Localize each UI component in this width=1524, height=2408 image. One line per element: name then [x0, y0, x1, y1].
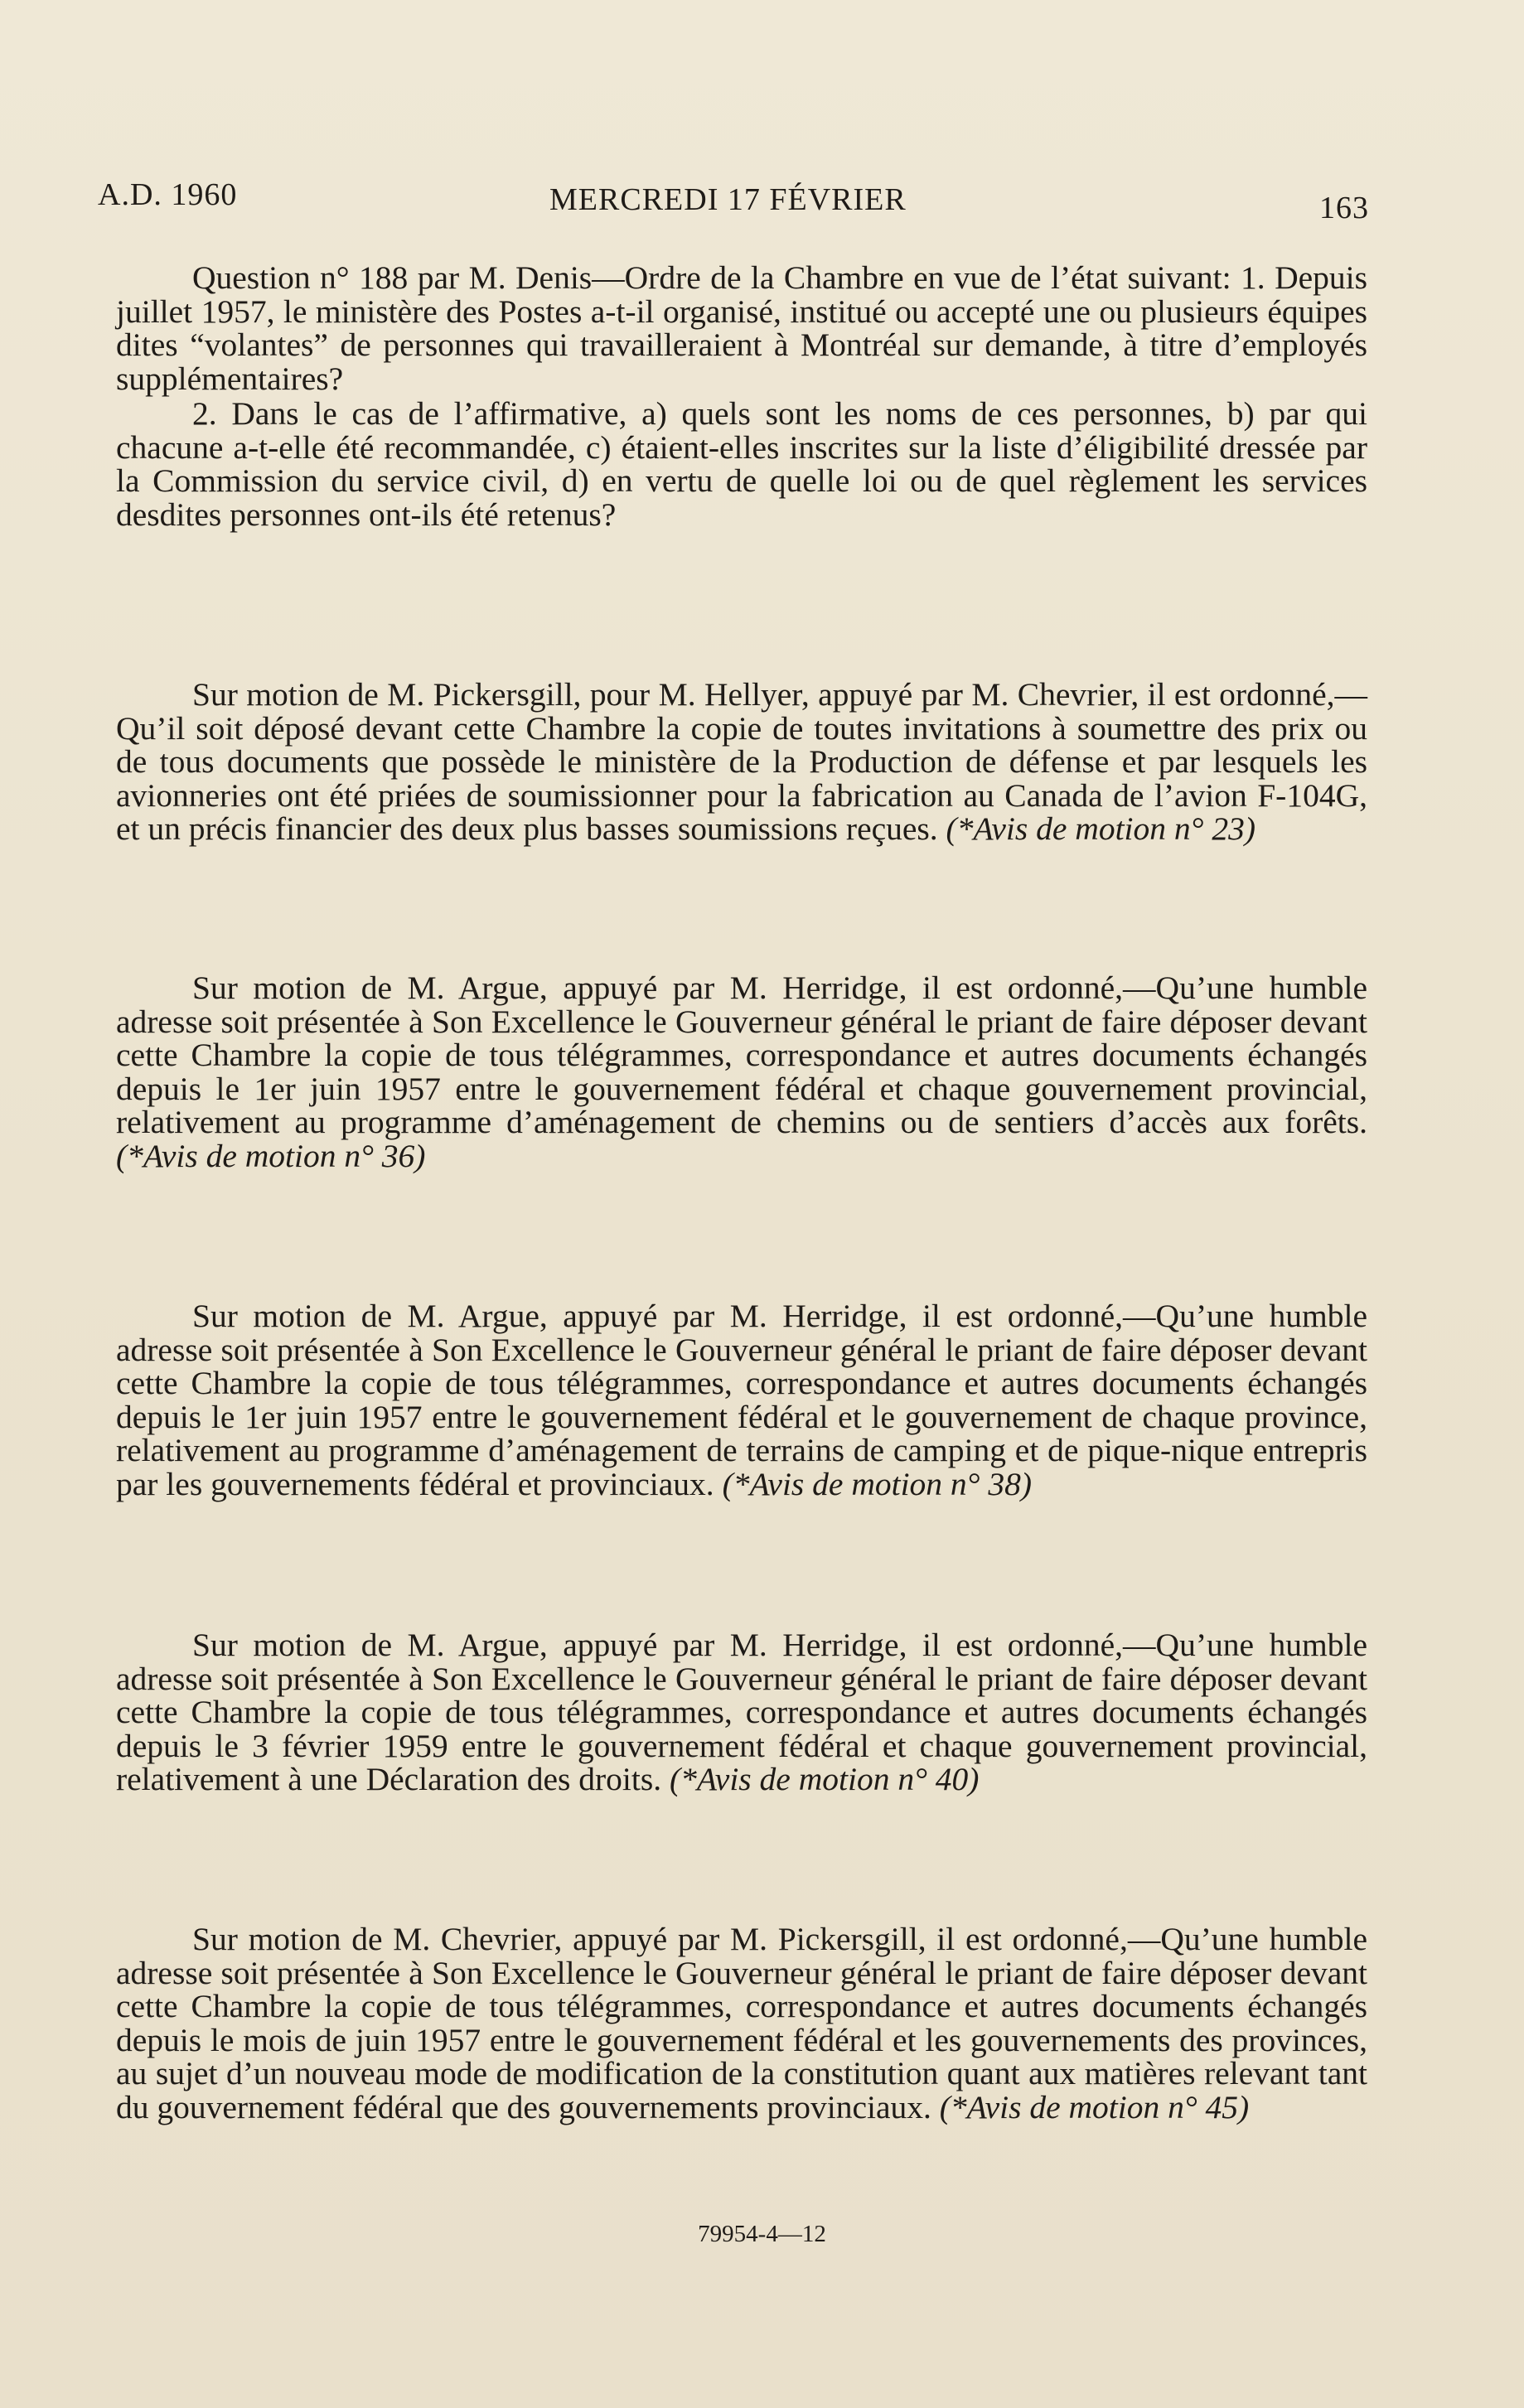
question-188-part-1: Question n° 188 par M. Denis—Ordre de la Chambre en vue de l’état suivant: 1. Depuis juillet 1957, le ministère des Postes a-t-il organisé, institué ou accepté une ou plusieurs équipes dites “volantes” de personnes qui travailleraient à Montréal sur demande, à titre d’employés supplémentaires?	[116, 259, 1367, 397]
motion-pickersgill-paragraph	[116, 678, 1367, 846]
motion-text: Sur motion de M. Argue, appuyé par M. Herridge, il est ordonné,—Qu’une humble adresse soit présentée à Son Excellence le Gouverneur général le priant de faire déposer devant cette Chambre la copie de tous télégrammes, correspondance et autres documents échangés depuis le 1er juin 1957 entre le gouvernement fédéral et le gouvernement de chaque province, relativement au programme d’aménagement de terrains de camping et de pique-nique entrepris par les gouvernements fédéral et provinciaux.	[116, 1298, 1367, 1502]
motion-argue-38-paragraph	[116, 1299, 1367, 1501]
motion-reference: (*Avis de motion n° 36)	[116, 1137, 426, 1174]
question-188-paragraph	[116, 261, 1367, 531]
motion-text: Sur motion de M. Chevrier, appuyé par M. Pickersgill, il est ordonné,—Qu’une humble adresse soit présentée à Son Excellence le Gouverneur général le priant de faire déposer devant cette Chambre la copie de tous télégrammes, correspondance et autres documents échangés depuis le mois de juin 1957 entre le gouvernement fédéral et les gouvernements des provinces, au sujet d’un nouveau mode de modification de la constitution quant aux matières relevant tant du gouvernement fédéral que des gouvernements provinciaux.	[116, 1921, 1367, 2125]
motion-text: Sur motion de M. Argue, appuyé par M. Herridge, il est ordonné,—Qu’une humble adresse soit présentée à Son Excellence le Gouverneur général le priant de faire déposer devant cette Chambre la copie de tous télégrammes, correspondance et autres documents échangés depuis le 3 février 1959 entre le gouvernement fédéral et chaque gouvernement provincial, relativement à une Déclaration des droits.	[116, 1627, 1367, 1797]
motion-reference: (*Avis de motion n° 23)	[946, 810, 1255, 847]
header-year: A.D. 1960	[98, 177, 238, 212]
motion-argue-40-paragraph	[116, 1628, 1367, 1796]
motion-text: Sur motion de M. Argue, appuyé par M. Herridge, il est ordonné,—Qu’une humble adresse soit présentée à Son Excellence le Gouverneur général le priant de faire déposer devant cette Chambre la copie de tous télégrammes, correspondance et autres documents échangés depuis le 1er juin 1957 entre le gouvernement fédéral et chaque gouvernement provincial, relativement au programme d’aménagement de chemins ou de sentiers d’accès aux forêts.	[116, 969, 1367, 1140]
motion-argue-36-paragraph	[116, 971, 1367, 1173]
page-header	[98, 170, 1369, 225]
motion-chevrier-45-paragraph	[116, 1922, 1367, 2124]
motion-reference: (*Avis de motion n° 38)	[722, 1465, 1032, 1502]
motion-text: Sur motion de M. Pickersgill, pour M. Hellyer, appuyé par M. Chevrier, il est ordonné,—Qu’il soit déposé devant cette Chambre la copie de toutes invitations à soumettre des prix ou de tous documents que possède le ministère de la Production de défense et par lesquels les avionneries ont été priées de soumissionner pour la fabrication au Canada de l’avion F-104G, et un précis financier des deux plus basses soumissions reçues.	[116, 676, 1367, 847]
motion-reference: (*Avis de motion n° 45)	[939, 2088, 1250, 2125]
motion-reference: (*Avis de motion n° 40)	[669, 1761, 980, 1797]
header-date: MERCREDI 17 FÉVRIER	[549, 182, 907, 217]
page-footer-code: 79954-4—12	[698, 2221, 826, 2247]
question-188-part-2: 2. Dans le cas de l’affirmative, a) quels sont les noms de ces personnes, b) par qui chacune a-t-elle été recommandée, c) étaient-elles inscrites sur la liste d’éligibilité dressée par la Commission du service civil, d) en vertu de quelle loi ou de quel règlement les services desdites personnes ont-ils été retenus?	[116, 395, 1367, 533]
page-number: 163	[1319, 191, 1369, 225]
